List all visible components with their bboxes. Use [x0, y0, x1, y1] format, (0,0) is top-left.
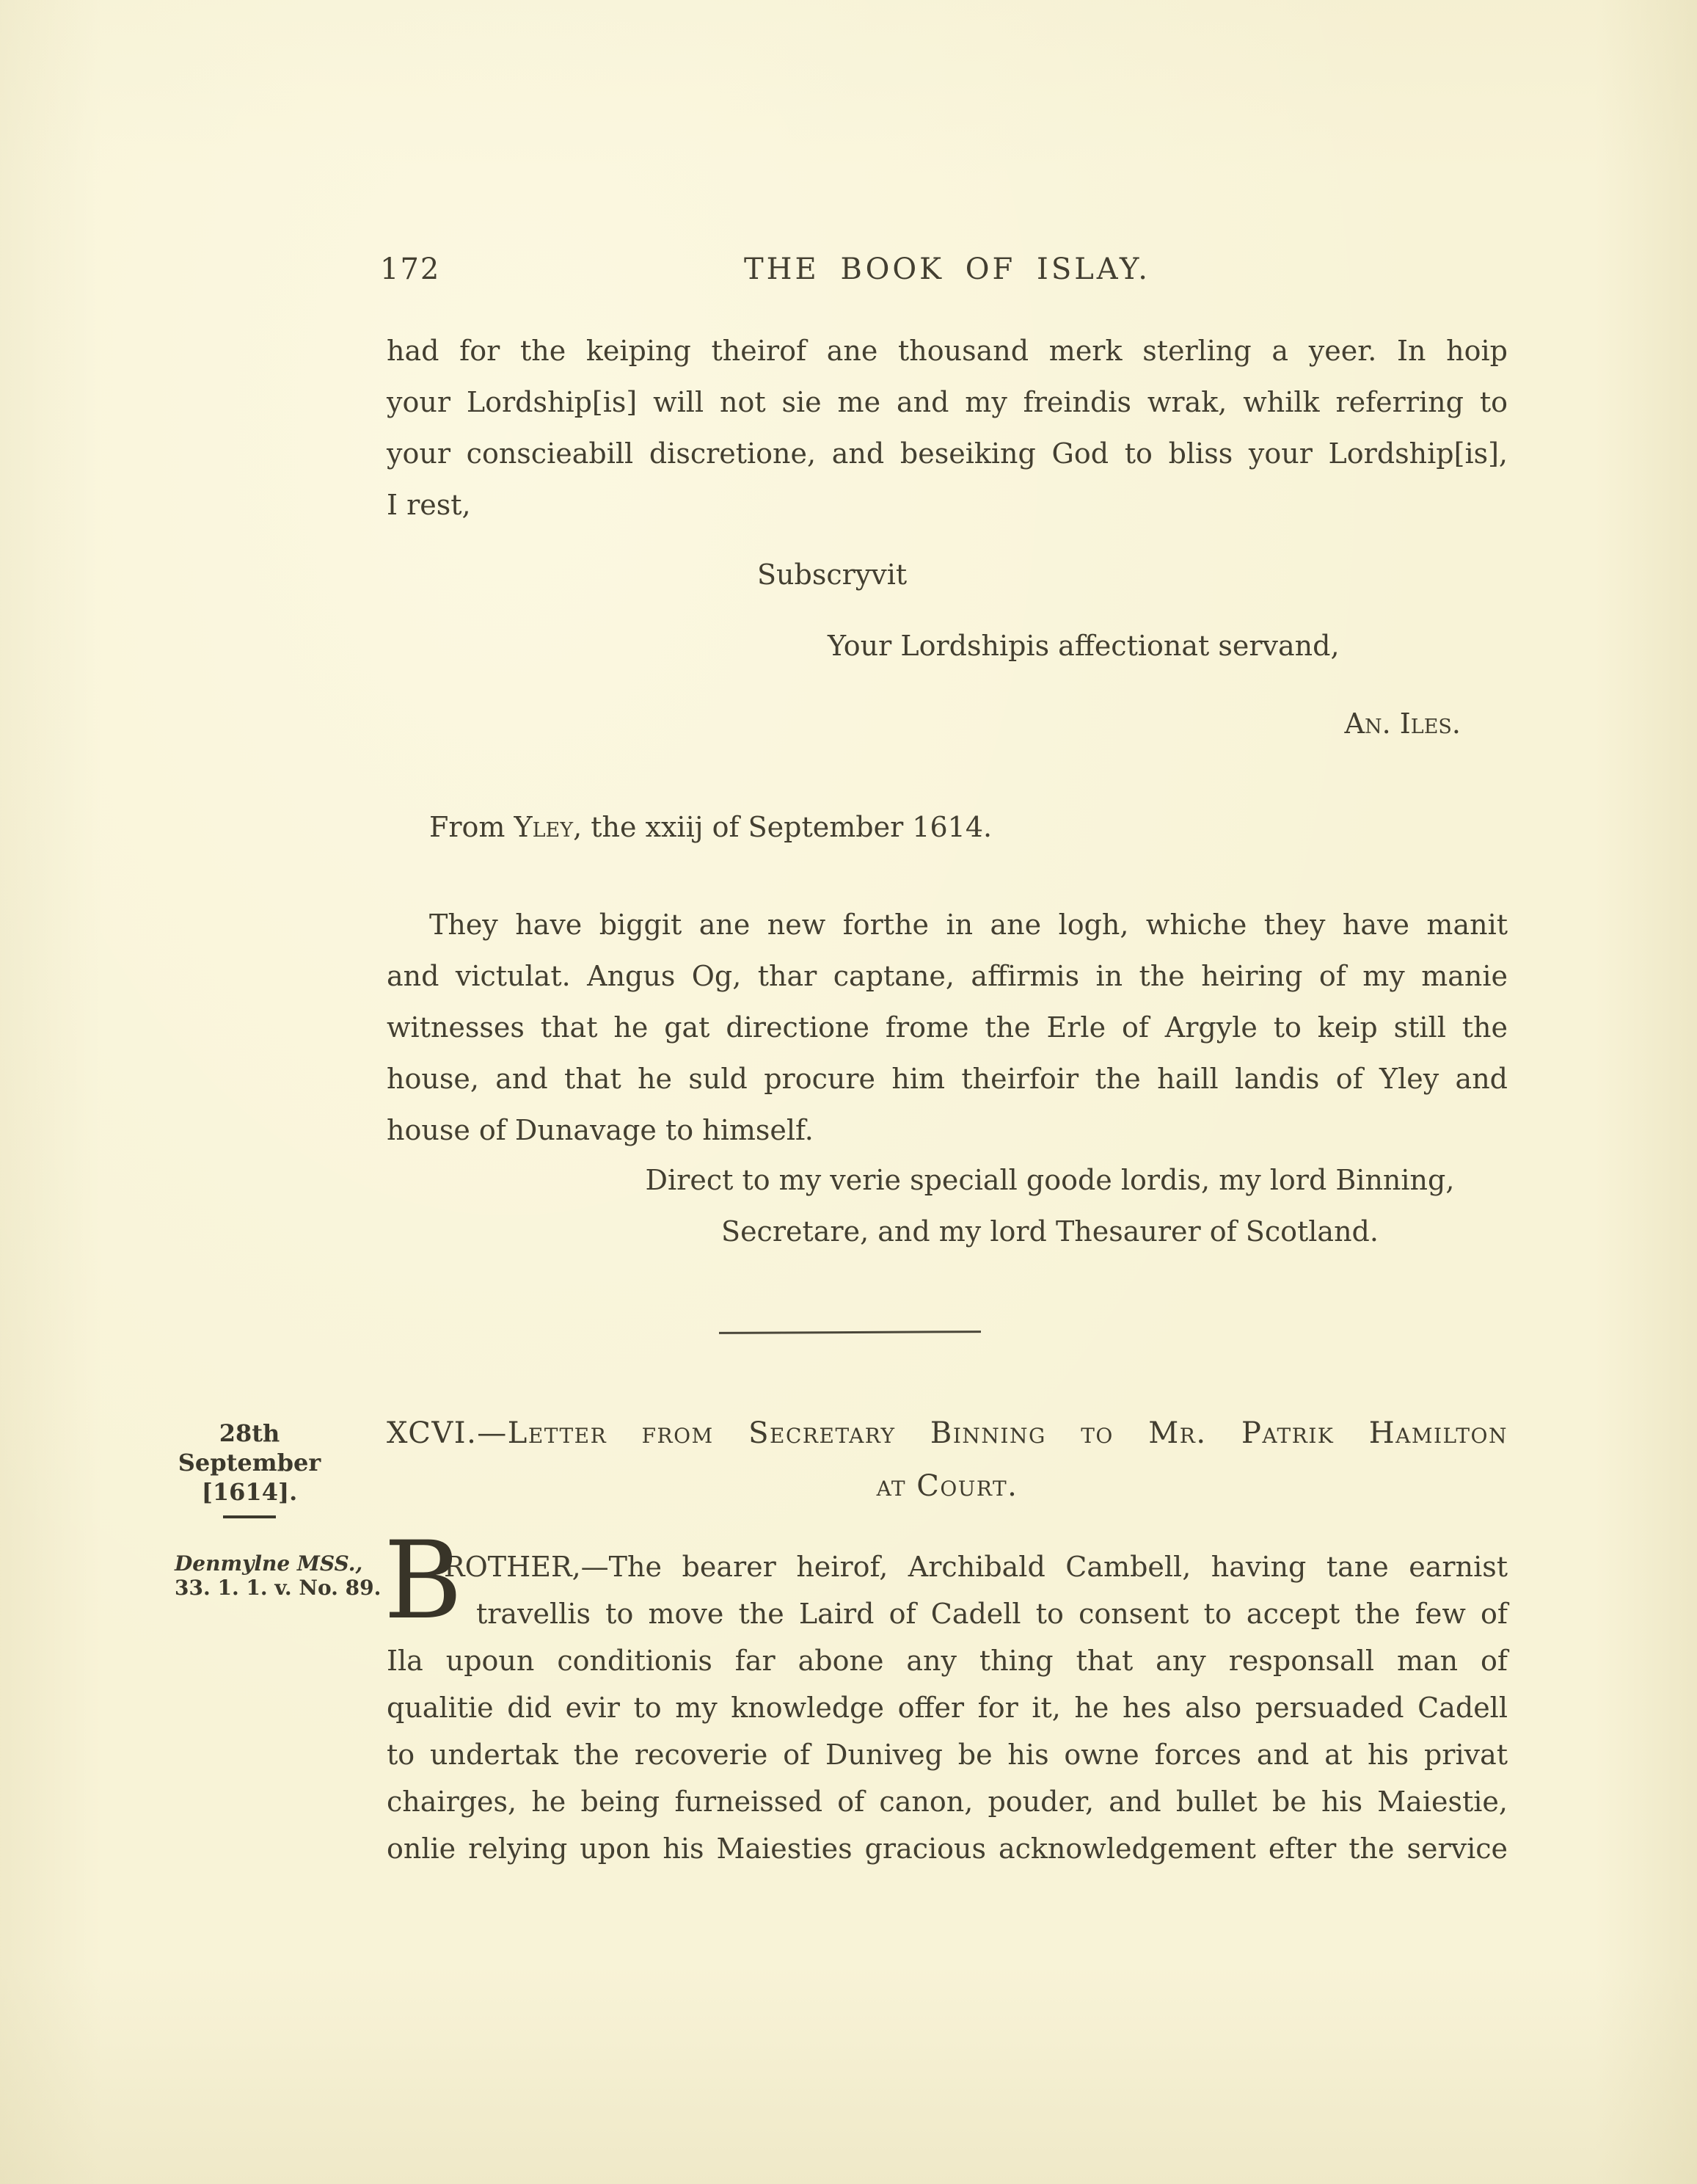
running-title: THE BOOK OF ISLAY. [743, 252, 1151, 286]
text-line: house of Dunavage to himself. [387, 1114, 814, 1146]
postscript-paragraph [387, 899, 1508, 1156]
page-header [380, 252, 1508, 295]
margin-date-line: 28th September [178, 1419, 321, 1477]
letter-closing-paragraph [387, 325, 1508, 531]
margin-date-year: [1614]. [201, 1478, 298, 1506]
dateline-place: Yley [514, 811, 574, 843]
text-line: Ila upoun conditionis far abone any thing that any responsall man of [387, 1645, 1508, 1677]
letter-body-paragraph [384, 1518, 1508, 1872]
section-divider-rule [719, 1331, 981, 1334]
section-heading [387, 1407, 1508, 1513]
text-line: qualitie did evir to my knowledge offer for it, he hes also persuaded Cadell [387, 1692, 1508, 1724]
margin-source-title: Denmylne MSS., [175, 1551, 363, 1576]
section-heading-line1: XCVI.—Letter from Secretary Binning to Mr. Patrik Hamilton [387, 1416, 1508, 1450]
section-heading-line2: at Court. [876, 1469, 1018, 1503]
text-line: Direct to my verie speciall goode lordis, my lord Binning, [645, 1164, 1455, 1196]
subscryvit-line: Subscryvit [757, 558, 908, 591]
text-line: witnesses that he gat directione frome the Erle of Argyle to keip still the [387, 1011, 1508, 1044]
margin-note-dash [223, 1515, 276, 1518]
text-line: your Lordship[is] will not sie me and my freindis wrak, whilk referring to [387, 386, 1508, 418]
margin-note-date [150, 1419, 348, 1518]
signature: An. Iles. [1344, 707, 1461, 740]
dateline-prefix: From [429, 811, 514, 843]
valediction-line: Your Lordshipis affectionat servand, [828, 630, 1340, 662]
address-block [592, 1154, 1508, 1257]
margin-source-ref: 33. 1. 1. v. No. 89. [175, 1576, 382, 1600]
text-line: travellis to move the Laird of Cadell to consent to accept the few of [476, 1598, 1508, 1630]
text-line: to undertak the recoverie of Duniveg be his owne forces and at his privat [387, 1739, 1508, 1771]
text-line: ROTHER,—The bearer heirof, Archibald Cambell, having tane earnist [444, 1551, 1508, 1583]
text-line: onlie relying upon his Maiesties gracious acknowledgement efter the service [387, 1832, 1508, 1865]
text-line: Secretare, and my lord Thesaurer of Scotland. [721, 1215, 1379, 1248]
dateline [387, 801, 1508, 853]
text-line: I rest, [387, 489, 471, 521]
page-number: 172 [380, 252, 441, 286]
drop-cap: B [384, 1518, 463, 1643]
text-line: your conscieabill discretione, and beseiking God to bliss your Lordship[is], [387, 437, 1508, 470]
text-line: and victulat. Angus Og, thar captane, affirmis in the heiring of my manie [387, 960, 1508, 992]
text-line: house, and that he suld procure him theirfoir the haill landis of Yley and [387, 1063, 1508, 1095]
text-line: chairges, he being furneissed of canon, pouder, and bullet be his Maiestie, [387, 1786, 1508, 1818]
dateline-suffix: , the xxiij of September 1614. [573, 811, 993, 843]
margin-note-source [175, 1551, 402, 1600]
text-line: had for the keiping theirof ane thousand merk sterling a yeer. In hoip [387, 335, 1508, 367]
text-line: They have biggit ane new forthe in ane logh, whiche they have manit [429, 909, 1508, 941]
